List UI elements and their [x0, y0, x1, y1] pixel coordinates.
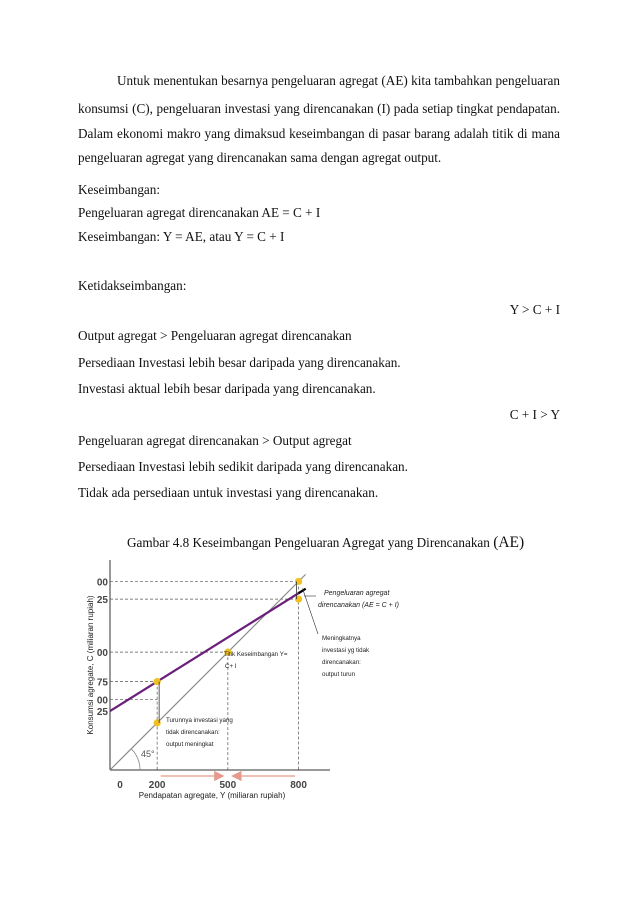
- x-tick-label: 0: [117, 780, 123, 791]
- left-note-line: output meningkat: [166, 741, 214, 748]
- right-note-line: output turun: [322, 671, 356, 678]
- ae-label-line-2: direncanakan (AE = C + I): [318, 602, 399, 609]
- figure-caption-text: Gambar 4.8 Keseimbangan Pengeluaran Agregat yang Direncanakan: [127, 535, 490, 550]
- case2-line: Pengeluaran agregat direncanakan > Output agregat: [78, 433, 352, 448]
- ae-line-tip: [299, 589, 306, 593]
- right-note-line: direncanakan:: [322, 659, 361, 666]
- data-point: [154, 678, 161, 685]
- equilibrium-note-line: C+ I: [225, 663, 237, 670]
- right-note-leader: [303, 589, 318, 634]
- paragraph-line-1: Untuk menentukan besarnya pengeluaran agregat (AE) kita tambahkan pengeluaran: [117, 73, 560, 88]
- case1-formula: Y > C + I: [509, 302, 560, 317]
- x-tick-label: 200: [148, 780, 166, 791]
- ae-label-line-1: Pengeluaran agregat: [324, 590, 390, 597]
- left-note-line: Turunnya investasi yang: [166, 717, 233, 724]
- left-note-line: tidak direncanakan:: [166, 729, 220, 736]
- equilibrium-note-line: Titik Keseimbangan Y=: [224, 651, 288, 658]
- x-tick-label: 500: [219, 780, 237, 791]
- case2-line: Tidak ada persediaan untuk investasi yang direncanakan.: [78, 485, 379, 500]
- right-note-line: Meningkatnya: [322, 635, 361, 642]
- ae-line: [110, 589, 306, 711]
- y-axis-label: Konsumsi agregate, C (miliaran rupiah): [86, 595, 95, 735]
- case1-line: Output agregat > Pengeluaran agregat direncanakan: [78, 328, 352, 343]
- equilibrium-line-2: Keseimbangan: Y = AE, atau Y = C + I: [78, 229, 285, 244]
- paragraph-line-2: konsumsi (C), pengeluaran investasi yang direncanakan (I) pada setiap tingkat pendapatan.: [78, 101, 560, 116]
- figure-caption-suffix: (AE): [493, 534, 525, 551]
- paragraph-line-4: pengeluaran agregat yang direncanakan sama dengan agregat output.: [78, 150, 442, 165]
- angle-label: 45°: [141, 749, 155, 759]
- case2-line: Persediaan Investasi lebih sedikit daripada yang direncanakan.: [78, 459, 408, 474]
- y-tick-label: 25: [96, 595, 108, 607]
- y-tick-label: 00: [96, 648, 108, 660]
- case2-formula: C + I > Y: [509, 407, 560, 422]
- y-tick-label: 00: [96, 695, 108, 707]
- y-tick-label: 00: [96, 577, 108, 589]
- y-tick-label: 25: [96, 707, 108, 719]
- data-point: [295, 578, 302, 585]
- equilibrium-heading: Keseimbangan:: [78, 182, 161, 197]
- right-note-line: investasi yg tidak: [322, 647, 370, 654]
- angle-arc: [131, 749, 140, 770]
- x-tick-label: 800: [290, 780, 307, 791]
- equilibrium-line-1: Pengeluaran agregat direncanakan AE = C + I: [78, 205, 321, 220]
- paragraph-line-3: Dalam ekonomi makro yang dimaksud keseimbangan di pasar barang adalah titik di mana: [78, 126, 560, 141]
- data-point: [295, 596, 302, 603]
- case1-line: Persediaan Investasi lebih besar daripada yang direncanakan.: [78, 355, 401, 370]
- y-tick-label: 75: [96, 677, 108, 689]
- x-axis-label: Pendapatan agregate, Y (miliaran rupiah): [138, 791, 286, 800]
- disequilibrium-heading: Ketidakseimbangan:: [78, 278, 187, 293]
- case1-line: Investasi aktual lebih besar daripada yang direncanakan.: [78, 381, 376, 396]
- data-point: [154, 719, 161, 726]
